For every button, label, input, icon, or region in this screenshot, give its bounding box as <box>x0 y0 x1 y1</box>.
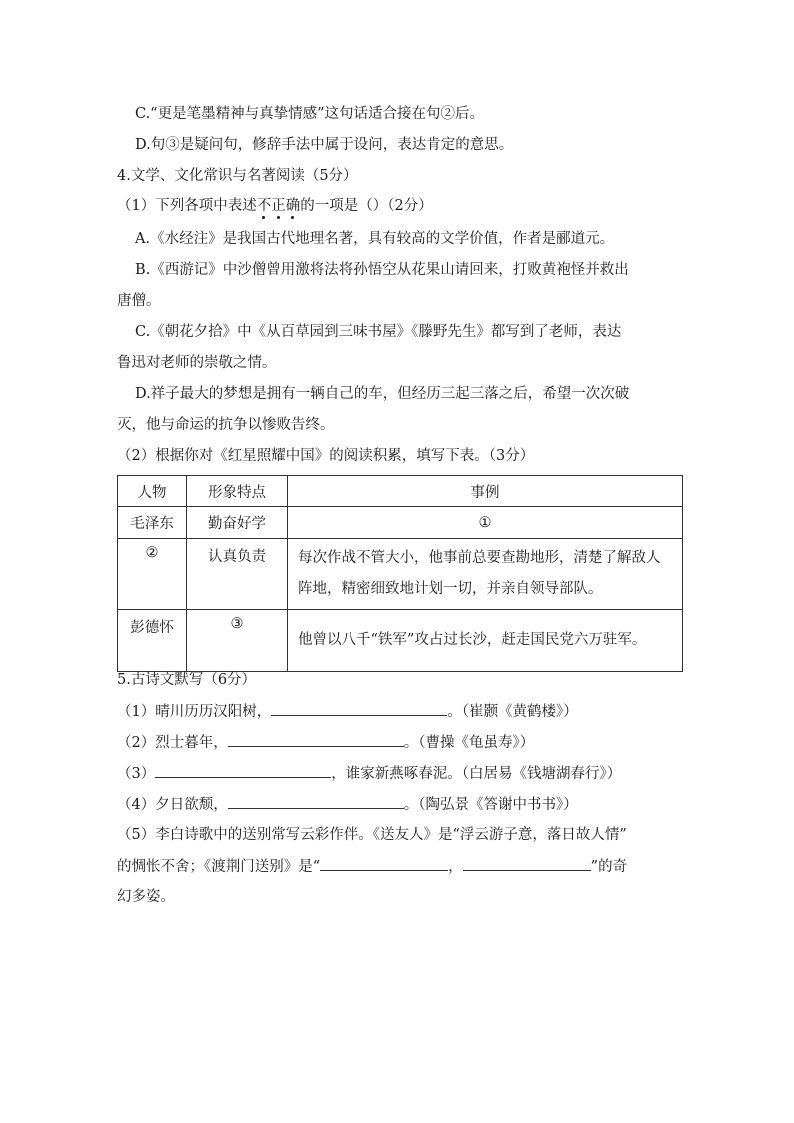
table-header-cell: 人物 <box>118 476 187 507</box>
answer-blank[interactable] <box>463 856 591 871</box>
q3-option-c: C.“更是笔墨精神与真挚情感”这句话适合接在句②后。 <box>135 106 485 122</box>
table-row <box>118 539 683 610</box>
table-cell: 认真负责 <box>187 539 288 610</box>
q5-line3 <box>117 763 621 784</box>
q5-line1-prefix: （1）晴川历历汉阳树， <box>117 704 272 720</box>
table-cell-blank: ① <box>288 507 683 539</box>
emphasis-char: 确 <box>285 198 301 214</box>
table-row <box>118 507 683 539</box>
emphasis-char: 不 <box>256 198 272 214</box>
table-cell: 彭德怀 <box>118 610 187 672</box>
q4-title: 4.文学、文化常识与名著阅读（5分） <box>117 168 358 184</box>
q5-line3-suffix: ，谁家新燕啄春泥。（白居易《钱塘湖春行》） <box>331 766 622 782</box>
table-header-cell: 事例 <box>288 476 683 507</box>
q5-line3-prefix: （3） <box>117 766 156 782</box>
q4-option-d-line1: D.祥子最大的梦想是拥有一辆自己的车，但经历三起三落之后，希望一次次破 <box>135 386 630 402</box>
q5-line4 <box>117 794 578 815</box>
q4-option-b-line2: 唐僧。 <box>117 293 161 309</box>
q5-line5-prefix: 的惆怅不舍；《渡荆门送别》是“ <box>117 859 321 875</box>
q5-line2 <box>117 732 534 753</box>
table-header-cell: 形象特点 <box>187 476 288 507</box>
table-cell-blank: ② <box>118 539 187 610</box>
reading-table <box>117 475 683 672</box>
q5-line5-part3: 幻多姿。 <box>117 889 175 905</box>
q5-line2-prefix: （2）烈士暮年， <box>117 735 228 751</box>
q4-option-d-line2: 灭，他与命运的抗争以惨败告终。 <box>117 417 335 433</box>
q4-sub1-prefix: （1）下列各项中表述 <box>117 198 257 214</box>
q5-line5-part2 <box>117 856 627 877</box>
table-cell: 每次作战不管大小，他事前总要查勘地形，清楚了解敌人阵地，精密细致地计划一切，并亲自领导部队。 <box>288 539 683 610</box>
table-cell: 勤奋好学 <box>187 507 288 539</box>
table-cell-blank: ③ <box>187 610 288 672</box>
q5-line1-suffix: 。（崔颢《黄鹤楼》） <box>447 704 578 720</box>
answer-blank[interactable] <box>155 763 331 778</box>
q5-line5-part1: （5）李白诗歌中的送别常写云彩作伴。《送友人》是“浮云游子意，落日故人情” <box>117 827 627 843</box>
table-cell: 毛泽东 <box>118 507 187 539</box>
emphasis-char: 正 <box>271 198 286 214</box>
table-row <box>118 610 683 672</box>
q5-title: 5.古诗文默写（6分） <box>117 672 257 688</box>
q4-sub1-suffix: 的一项是（）（2分） <box>300 198 433 214</box>
q5-line1 <box>117 701 578 722</box>
q4-sub2-prompt: （2）根据你对《红星照耀中国》的阅读积累，填写下表。（3分） <box>117 448 535 464</box>
q5-line4-prefix: （4）夕日欲颓， <box>117 797 228 813</box>
q4-option-b-line1: B.《西游记》中沙僧曾用激将法将孙悟空从花果山请回来，打败黄袍怪并救出 <box>135 262 629 278</box>
q4-option-a: A.《水经注》是我国古代地理名著，具有较高的文学价值，作者是郦道元。 <box>135 231 615 247</box>
table-cell: 他曾以八千“铁军”攻占过长沙，赶走国民党六万驻军。 <box>288 610 683 672</box>
answer-blank[interactable] <box>228 794 404 809</box>
q4-option-c-line1: C.《朝花夕拾》中《从百草园到三味书屋》《滕野先生》都写到了老师，表达 <box>135 324 622 340</box>
q4-option-c-line2: 鲁迅对老师的崇敬之情。 <box>117 355 277 371</box>
answer-blank[interactable] <box>271 701 447 716</box>
q5-line5-comma: ， <box>448 859 463 875</box>
answer-blank[interactable] <box>320 856 448 871</box>
q5-line5-suffix: ”的奇 <box>590 859 628 875</box>
table-header-row <box>118 476 683 507</box>
answer-blank[interactable] <box>228 732 404 747</box>
q5-line2-suffix: 。（曹操《龟虽寿》） <box>403 735 535 751</box>
q4-sub1-prompt <box>117 196 433 216</box>
q5-line4-suffix: 。（陶弘景《答谢中书书》） <box>403 797 578 813</box>
q3-option-d: D.句③是疑问句，修辞手法中属于设问，表达肯定的意思。 <box>135 137 514 153</box>
